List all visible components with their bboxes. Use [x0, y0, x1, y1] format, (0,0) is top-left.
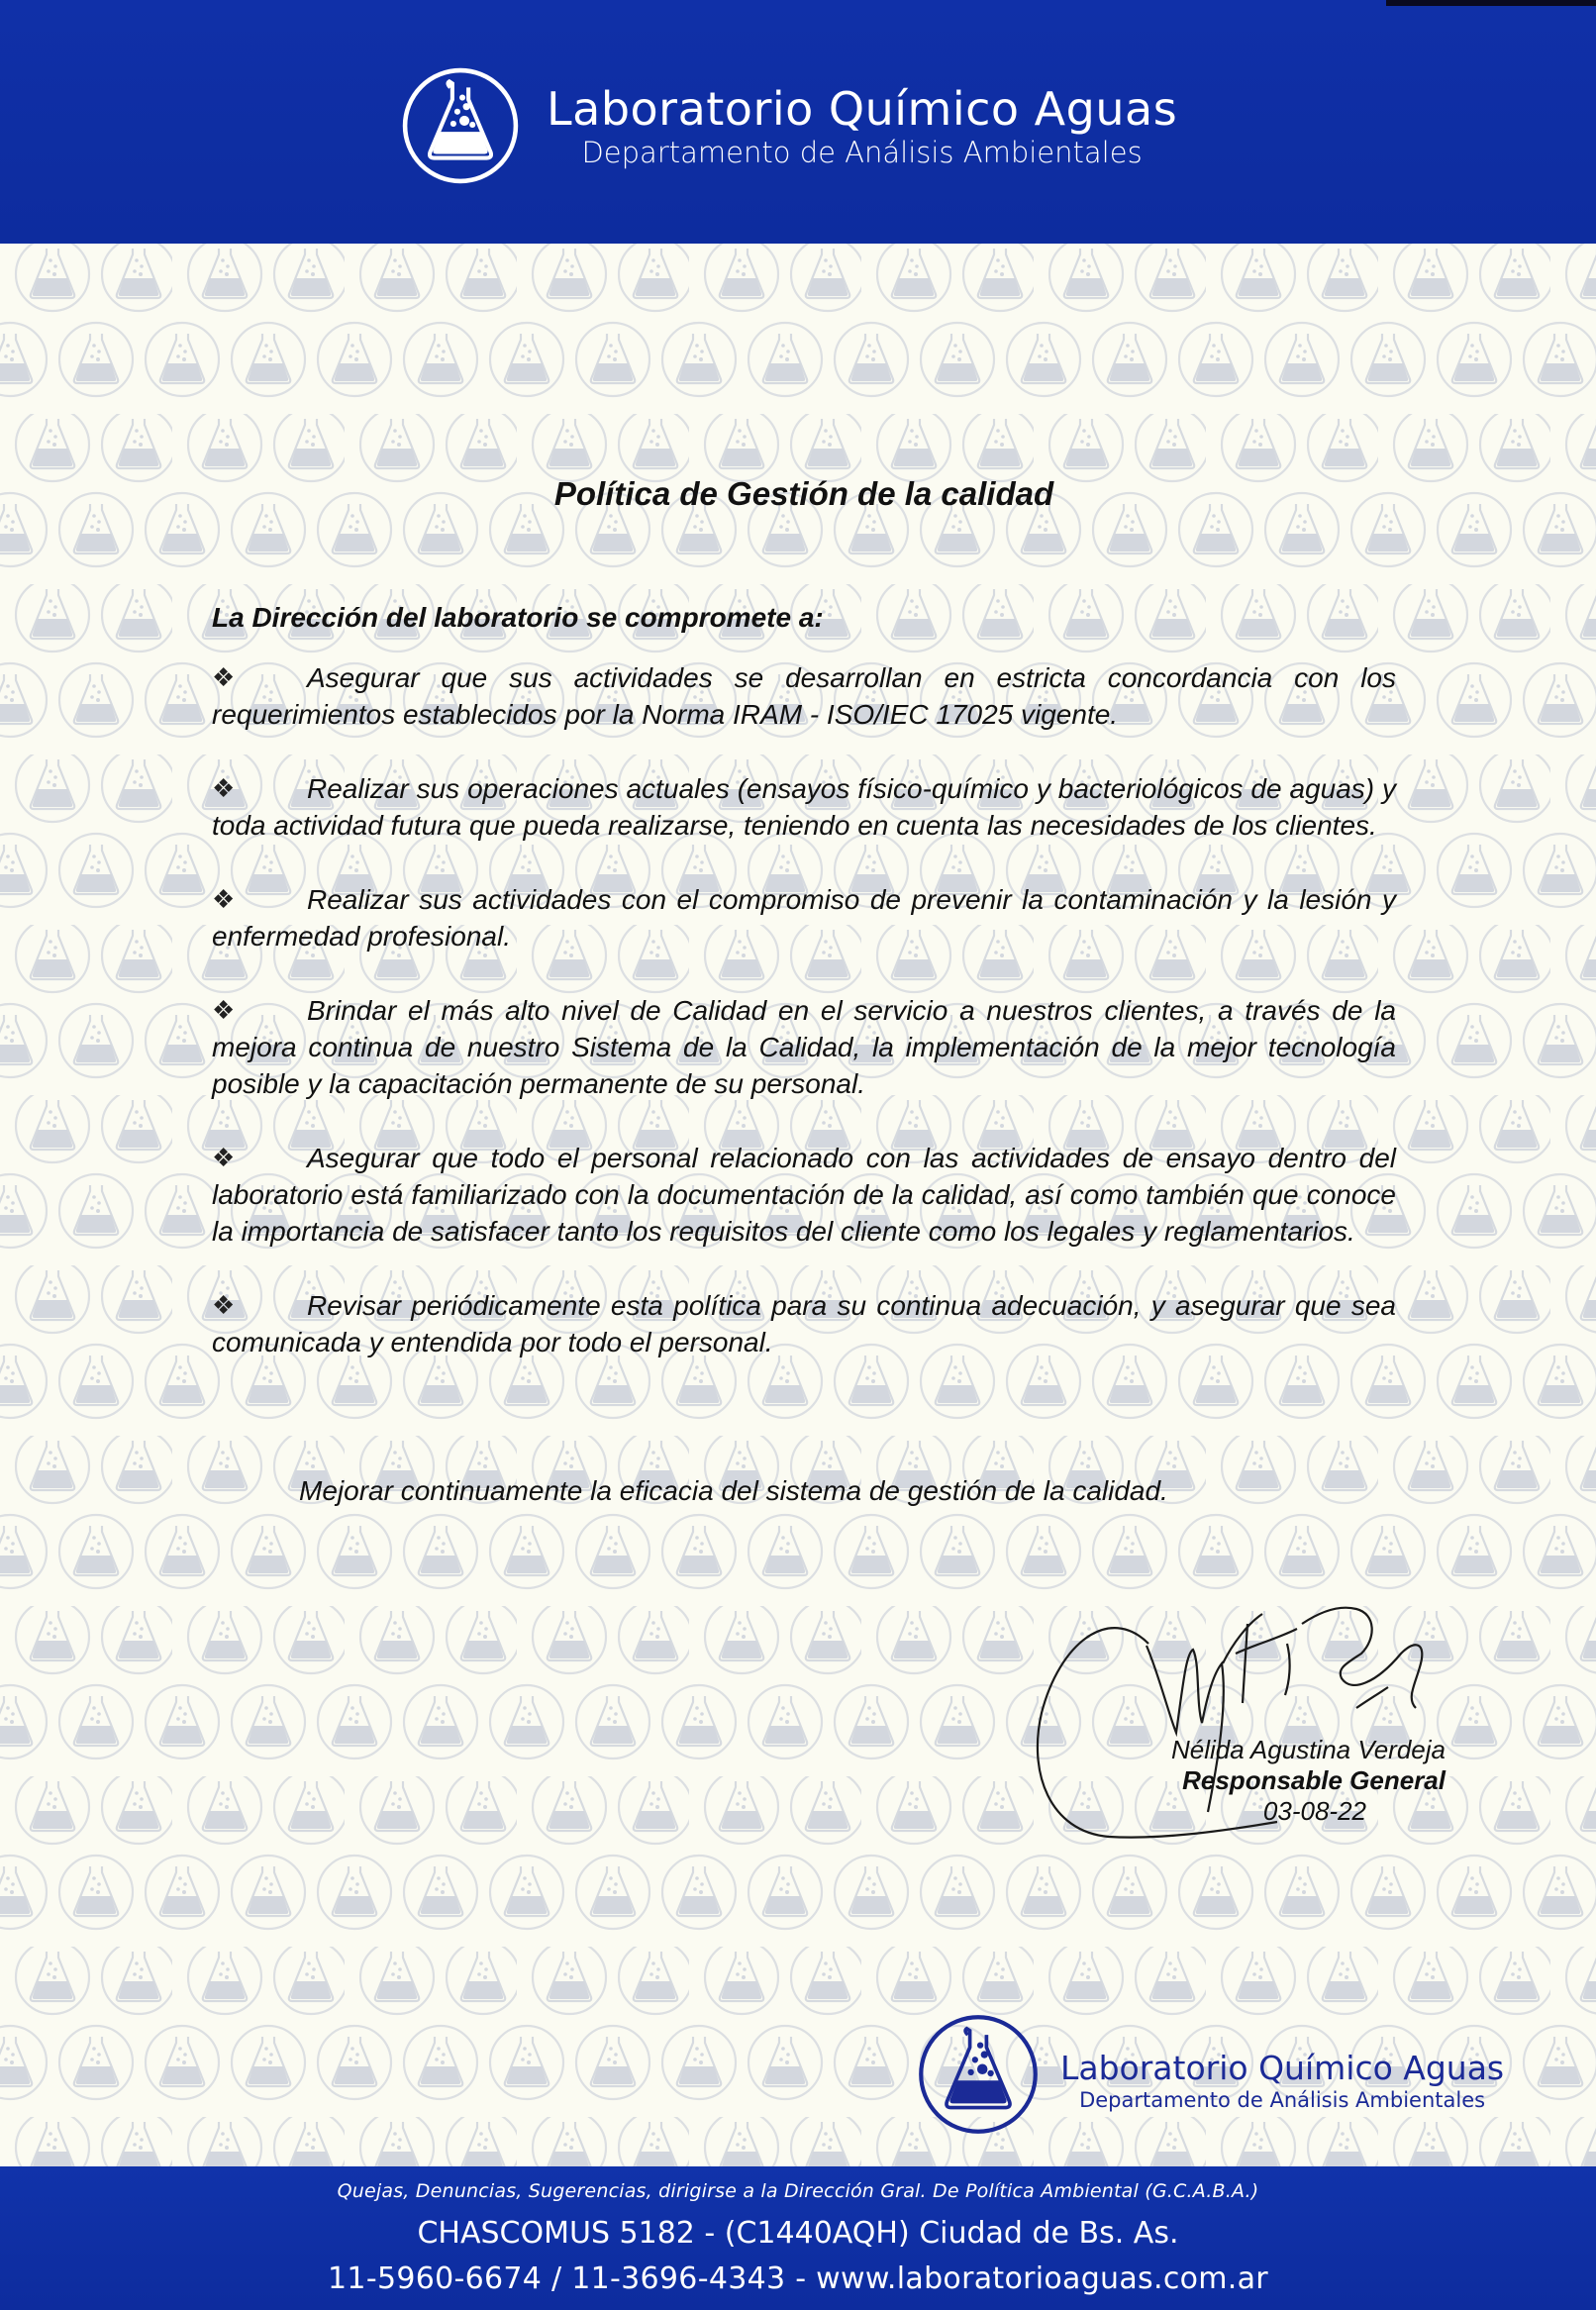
department-name: Departamento de Análisis Ambientales — [581, 136, 1143, 169]
scan-edge — [1386, 0, 1596, 6]
signature-block — [1020, 1584, 1455, 1852]
list-item — [212, 992, 1396, 1102]
list-item-text: Brindar el más alto nivel de Calidad en el servicio a nuestros clientes, a través de la mejora continua de nuestro Sistema de la Calidad, la implementación de la mejor tecnología posible y la capacitación permanente de su personal. — [212, 995, 1396, 1099]
list-item — [212, 1287, 1396, 1360]
signatory-role: Responsable General — [1182, 1765, 1446, 1795]
diamond-bullet-icon: ❖ — [212, 773, 236, 803]
list-item-text: Realizar sus operaciones actuales (ensayos físico-químico y bacteriológicos de aguas) y toda actividad futura que pueda realizarse, teniendo en cuenta las necesidades de los clientes. — [212, 773, 1396, 841]
diamond-bullet-icon: ❖ — [212, 662, 236, 692]
footer-band — [0, 2166, 1596, 2310]
diamond-bullet-icon: ❖ — [212, 1143, 236, 1172]
header-band — [0, 0, 1596, 244]
header-brand — [400, 61, 1177, 190]
address: CHASCOMUS 5182 - (C1440AQH) Ciudad de Bs. As. — [417, 2216, 1179, 2251]
list-item-text: Realizar sus actividades con el compromiso de prevenir la contaminación y la lesión y enfermedad profesional. — [212, 884, 1396, 952]
diamond-bullet-icon: ❖ — [212, 1290, 236, 1320]
contact-info: 11-5960-6674 / 11-3696-4343 - www.laboratorioaguas.com.ar — [328, 2261, 1268, 2296]
complaints-note: Quejas, Denuncias, Sugerencias, dirigirse a la Dirección Gral. De Política Ambiental (G.C.A.B.A.) — [337, 2180, 1259, 2202]
list-item — [212, 881, 1396, 954]
list-item — [212, 1140, 1396, 1250]
list-item-text: Asegurar que todo el personal relacionado con las actividades de ensayo dentro del laboratorio está familiarizado con la documentación de la calidad, así como también que conoce la importancia de satisfacer tanto los requisitos del cliente como los legales y reglamentarios. — [212, 1143, 1396, 1247]
signature-date: 03-08-22 — [1262, 1796, 1366, 1826]
department-name-footer: Departamento de Análisis Ambientales — [1079, 2088, 1486, 2112]
list-item — [212, 770, 1396, 844]
signatory-name: Nélida Agustina Verdeja — [1170, 1735, 1446, 1764]
lab-name: Laboratorio Químico Aguas — [547, 82, 1178, 136]
closing-statement: Mejorar continuamente la eficacia del sistema de gestión de la calidad. — [299, 1475, 1168, 1506]
flask-icon — [916, 2012, 1041, 2137]
list-item-text: Asegurar que sus actividades se desarrollan en estricta concordancia con los requerimientos establecidos por la Norma IRAM - ISO/IEC 17025 vigente. — [212, 662, 1396, 730]
lab-name-footer: Laboratorio Químico Aguas — [1060, 2049, 1505, 2087]
flask-icon — [400, 65, 521, 186]
list-item-text: Revisar periódicamente esta política para su continua adecuación, y asegurar que sea comunicada y entendida por todo el personal. — [212, 1290, 1396, 1357]
intro-statement: La Dirección del laboratorio se compromete a: — [212, 602, 824, 633]
policy-list — [212, 659, 1396, 1398]
diamond-bullet-icon: ❖ — [212, 995, 236, 1025]
bottom-brand — [916, 2010, 1504, 2139]
list-item — [212, 659, 1396, 733]
diamond-bullet-icon: ❖ — [212, 884, 236, 914]
page-title: Política de Gestión de la calidad — [553, 475, 1054, 512]
